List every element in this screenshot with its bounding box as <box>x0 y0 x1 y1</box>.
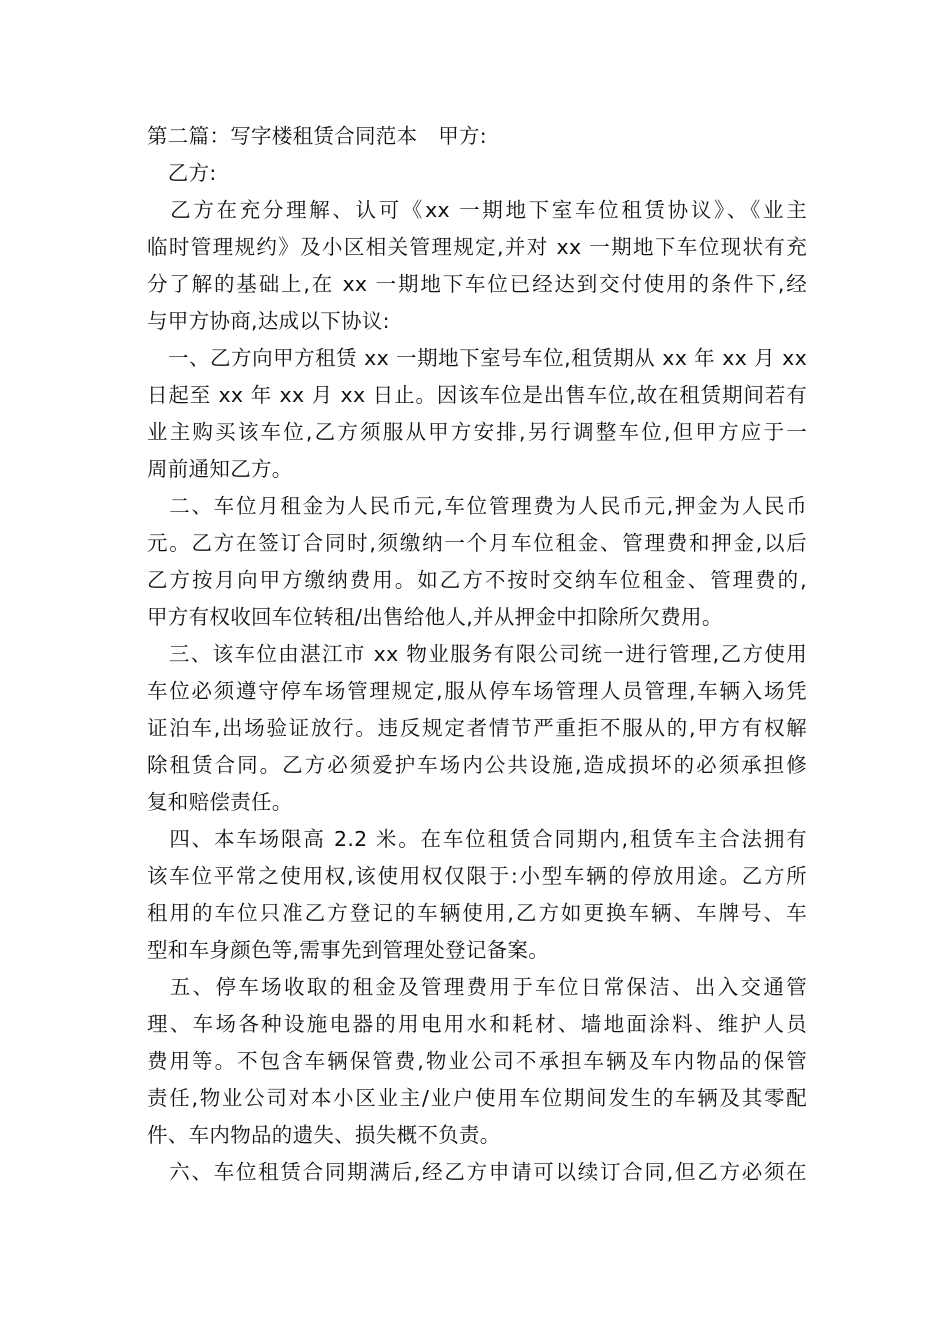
clause-5-line-2: 理、车场各种设施电器的用电用水和耗材、墙地面涂料、维护人员 <box>147 1012 807 1036</box>
clause-2-line-1: 二、车位月租金为人民币元,车位管理费为人民币元,押金为人民币 <box>147 494 807 518</box>
clause-4-line-1: 四、本车场限高 2.2 米。在车位租赁合同期内,租赁车主合法拥有 <box>147 827 807 851</box>
clause-3-line-1: 三、该车位由湛江市 xx 物业服务有限公司统一进行管理,乙方使用 <box>147 642 807 666</box>
clause-5-line-3: 费用等。不包含车辆保管费,物业公司不承担车辆及车内物品的保管 <box>147 1049 807 1073</box>
document-body <box>147 118 807 1191</box>
preamble-line-4: 与甲方协商,达成以下协议: <box>147 309 390 333</box>
doc-title-line: 第二篇：写字楼租赁合同范本 甲方: <box>147 124 488 148</box>
clause-2-line-3: 乙方按月向甲方缴纳费用。如乙方不按时交纳车位租金、管理费的, <box>147 568 807 592</box>
clause-5-line-1: 五、停车场收取的租金及管理费用于车位日常保洁、出入交通管 <box>147 975 807 999</box>
clause-4-line-3: 租用的车位只准乙方登记的车辆使用,乙方如更换车辆、车牌号、车 <box>147 901 807 925</box>
clause-2-line-2: 元。乙方在签订合同时,须缴纳一个月车位租金、管理费和押金,以后 <box>147 531 807 555</box>
preamble-line-2: 临时管理规约》及小区相关管理规定,并对 xx 一期地下车位现状有充 <box>147 235 807 259</box>
clause-5-line-4: 责任,物业公司对本小区业主/业户使用车位期间发生的车辆及其零配 <box>147 1086 807 1110</box>
clause-3-line-4: 除租赁合同。乙方必须爱护车场内公共设施,造成损坏的必须承担修 <box>147 753 807 777</box>
clause-4-line-2: 该车位平常之使用权,该使用权仅限于:小型车辆的停放用途。乙方所 <box>147 864 807 888</box>
preamble-line-1: 乙方在充分理解、认可《xx 一期地下室车位租赁协议》、《业主 <box>147 198 807 222</box>
clause-1-line-4: 周前通知乙方。 <box>147 457 293 481</box>
clause-2-line-4: 甲方有权收回车位转租/出售给他人,并从押金中扣除所欠费用。 <box>147 605 723 629</box>
clause-6-line-1: 六、车位租赁合同期满后,经乙方申请可以续订合同,但乙方必须在 <box>147 1160 807 1184</box>
clause-4-line-4: 型和车身颜色等,需事先到管理处登记备案。 <box>147 938 550 962</box>
preamble-line-3: 分了解的基础上,在 xx 一期地下车位已经达到交付使用的条件下,经 <box>147 272 807 296</box>
clause-1-line-3: 业主购买该车位,乙方须服从甲方安排,另行调整车位,但甲方应于一 <box>147 420 807 444</box>
clause-1-line-1: 一、乙方向甲方租赁 xx 一期地下室号车位,租赁期从 xx 年 xx 月 xx <box>147 346 807 370</box>
clause-1-line-2: 日起至 xx 年 xx 月 xx 日止。因该车位是出售车位,故在租赁期间若有 <box>147 383 807 407</box>
clause-5-line-5: 件、车内物品的遗失、损失概不负责。 <box>147 1123 501 1147</box>
clause-3-line-2: 车位必须遵守停车场管理规定,服从停车场管理人员管理,车辆入场凭 <box>147 679 807 703</box>
party-b-line: 乙方: <box>147 161 217 185</box>
clause-3-line-5: 复和赔偿责任。 <box>147 790 293 814</box>
clause-3-line-3: 证泊车,出场验证放行。违反规定者情节严重拒不服从的,甲方有权解 <box>147 716 807 740</box>
